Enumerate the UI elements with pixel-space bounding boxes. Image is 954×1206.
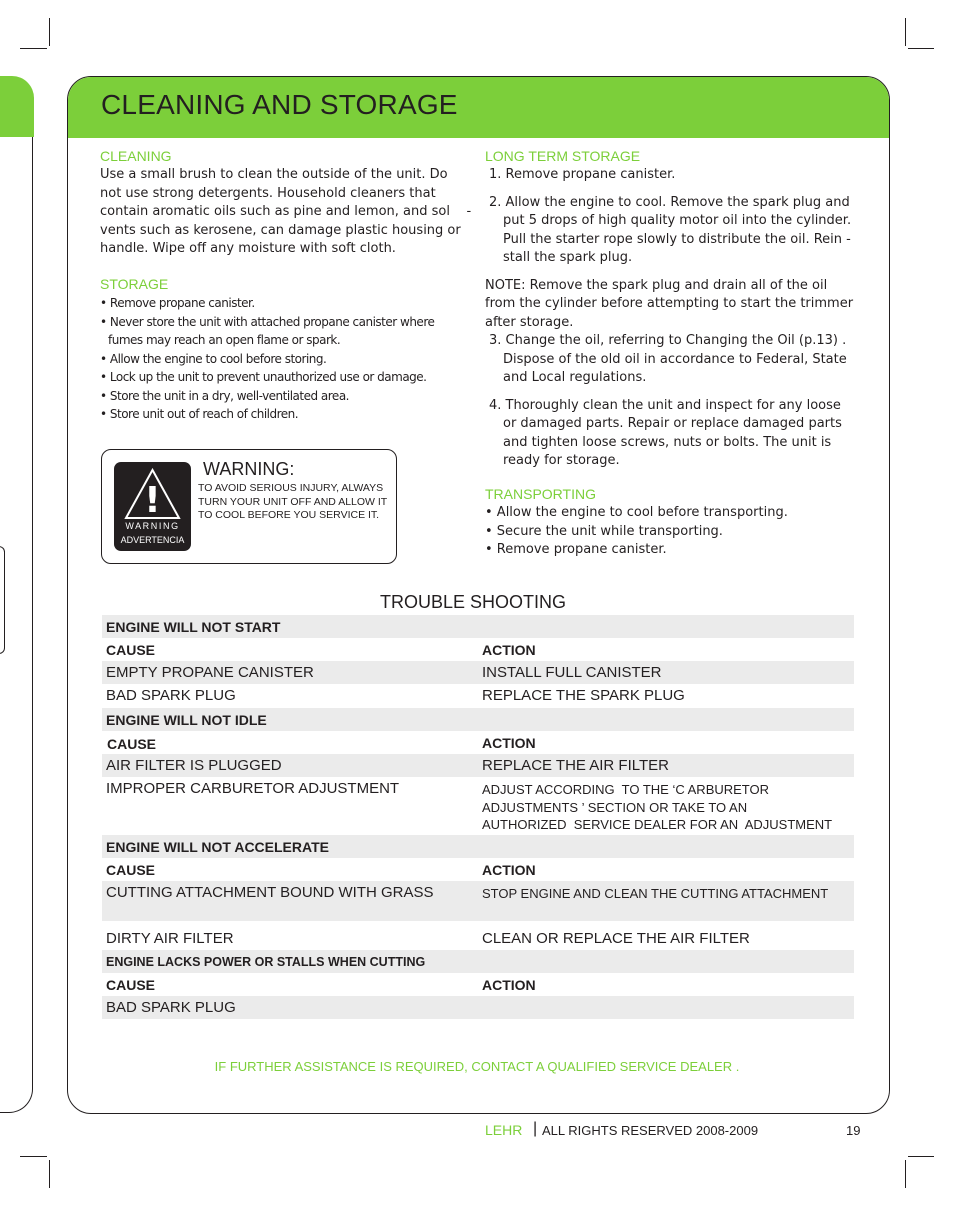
side-tab	[0, 76, 34, 137]
group-heading: ENGINE LACKS POWER OR STALLS WHEN CUTTING	[106, 955, 426, 969]
action-header: ACTION	[482, 977, 536, 993]
storage-heading: STORAGE	[100, 276, 169, 292]
assistance-note	[0, 1059, 954, 1074]
action-cell: STOP ENGINE AND CLEAN THE CUTTING ATTACHMENT	[482, 886, 829, 901]
table-row	[102, 881, 854, 921]
group-heading-row	[102, 615, 854, 638]
table-row	[102, 921, 854, 950]
trouble-table	[102, 615, 854, 1019]
group-heading: ENGINE WILL NOT ACCELERATE	[106, 839, 329, 855]
crop-mark	[49, 1160, 50, 1188]
column-header-row	[102, 638, 854, 661]
action-header: ACTION	[482, 735, 536, 751]
long-term-list	[485, 166, 857, 471]
header-bar	[68, 77, 889, 138]
cause-cell: IMPROPER CARBURETOR ADJUSTMENT	[106, 780, 400, 797]
crop-mark	[20, 48, 47, 49]
table-row	[102, 777, 854, 835]
list-item: fumes may reach an open flame or spark.	[108, 333, 341, 347]
list-item: • Allow the engine to cool before transporting.	[485, 505, 788, 520]
brand-name: LEHR	[485, 1122, 523, 1138]
crop-mark	[905, 18, 906, 46]
assistance-note-prefix: IF	[214, 1059, 227, 1074]
warning-title: WARNING:	[203, 459, 295, 479]
step-1: 1. Remove propane canister.	[489, 167, 676, 182]
note: NOTE: Remove the spark plug and drain all of the oil from the cylinder before attempting to start the trimmer after storage.	[485, 277, 854, 330]
transporting-list	[485, 504, 788, 560]
action-line: AUTHORIZED SERVICE DEALER FOR AN ADJUSTMENT	[482, 817, 833, 832]
cause-cell: EMPTY PROPANE CANISTER	[106, 664, 314, 681]
action-cell: CLEAN OR REPLACE THE AIR FILTER	[482, 930, 750, 947]
cause-header: CAUSE	[107, 736, 157, 752]
list-item: • Store unit out of reach of children.	[100, 407, 299, 421]
assistance-note-text: FURTHER ASSISTANCE IS REQUIRED, CONTACT A QUALIFIED SERVICE DEALER .	[226, 1059, 740, 1074]
crop-mark	[905, 1160, 906, 1188]
cause-cell: BAD SPARK PLUG	[106, 999, 236, 1016]
list-item: • Allow the engine to cool before storing.	[100, 351, 327, 366]
action-line: ADJUSTMENTS ’ SECTION OR TAKE TO AN	[482, 799, 748, 815]
transporting-heading: TRANSPORTING	[485, 486, 596, 502]
list-item: • Never store the unit with attached propane canister where	[100, 314, 435, 329]
table-row	[102, 754, 854, 777]
group-heading: ENGINE WILL NOT START	[106, 619, 281, 635]
warning-box	[101, 449, 397, 564]
action-cell: INSTALL FULL CANISTER	[482, 664, 662, 681]
crop-mark	[49, 18, 50, 46]
column-header-row	[102, 973, 854, 996]
cause-header: CAUSE	[106, 642, 156, 658]
list-item: • Remove propane canister.	[485, 542, 667, 557]
cleaning-line: handle. Wipe off any moisture with soft cloth.	[100, 241, 396, 256]
action-header: ACTION	[482, 862, 536, 878]
column-header-row	[102, 731, 854, 754]
list-item: • Secure the unit while transporting.	[485, 523, 723, 539]
cleaning-heading: CLEANING	[100, 148, 172, 164]
cleaning-line: Use a small brush to clean the outside of the unit. Do	[100, 167, 448, 182]
step-3: 3. Change the oil, referring to Changing the Oil (p.13) . Dispose of the old oil in accordance to Federal, State and Local regulations.	[489, 333, 847, 385]
cause-cell: AIR FILTER IS PLUGGED	[106, 757, 282, 774]
cleaning-line: vents such as kerosene, can damage plastic housing or	[100, 222, 461, 238]
crop-mark	[908, 48, 934, 49]
action-cell	[482, 781, 832, 834]
side-notch	[0, 546, 5, 654]
crop-mark	[20, 1156, 47, 1157]
step-4: 4. Thoroughly clean the unit and inspect for any loose or damaged parts. Repair or replace damaged parts and tighten loose screws, nuts or bolts. The unit is ready for storage.	[489, 397, 842, 468]
warning-triangle-icon	[124, 468, 181, 520]
table-row	[102, 661, 854, 684]
cause-cell: BAD SPARK PLUG	[106, 687, 236, 704]
crop-mark	[908, 1156, 934, 1157]
list-item: • Store the unit in a dry, well-ventilated area.	[100, 388, 349, 403]
column-header-row	[102, 858, 854, 881]
footer-divider: |	[533, 1120, 538, 1137]
cleaning-line: not use strong detergents. Household cleaners that	[100, 185, 436, 201]
group-heading-row	[102, 950, 854, 973]
trouble-title: TROUBLE SHOOTING	[380, 592, 567, 612]
group-heading-row	[102, 835, 854, 858]
rights-text: ALL RIGHTS RESERVED 2008-2009	[542, 1123, 759, 1138]
step-2: 2. Allow the engine to cool. Remove the spark plug and put 5 drops of high quality motor oil into the cylinder. Pull the starter rope slowly to distribute the oil. Rein - stall the spark plug.	[489, 194, 852, 265]
cause-header: CAUSE	[106, 862, 156, 878]
cause-cell: CUTTING ATTACHMENT BOUND WITH GRASS	[106, 884, 434, 901]
action-line: ADJUST ACCORDING TO THE ‘C ARBURETOR	[482, 782, 770, 797]
cause-header: CAUSE	[106, 977, 156, 993]
table-row	[102, 684, 854, 708]
group-heading-row	[102, 708, 854, 731]
badge-label-es: ADVERTENCIA	[120, 535, 185, 545]
long-term-heading: LONG TERM STORAGE	[485, 148, 641, 164]
action-header: ACTION	[482, 642, 536, 658]
page-number: 19	[846, 1123, 861, 1138]
warning-badge	[114, 462, 191, 551]
table-row	[102, 996, 854, 1019]
cleaning-line: contain aromatic oils such as pine and lemon, and sol -	[100, 204, 472, 219]
storage-list	[100, 294, 434, 424]
warning-text: TO AVOID SERIOUS INJURY, ALWAYS TURN YOUR UNIT OFF AND ALLOW IT TO COOL BEFORE YOU SERVICE IT.	[198, 482, 388, 521]
list-item: • Remove propane canister.	[100, 296, 255, 310]
cleaning-text	[100, 166, 471, 259]
action-cell: REPLACE THE SPARK PLUG	[482, 687, 685, 704]
group-heading: ENGINE WILL NOT IDLE	[106, 712, 267, 728]
badge-label: WARNING	[125, 521, 180, 531]
page-title: CLEANING AND STORAGE	[101, 89, 458, 120]
list-item: • Lock up the unit to prevent unauthorized use or damage.	[100, 370, 427, 384]
svg-text:!: !	[144, 480, 161, 520]
action-cell: REPLACE THE AIR FILTER	[482, 757, 669, 774]
cause-cell: DIRTY AIR FILTER	[106, 930, 234, 947]
